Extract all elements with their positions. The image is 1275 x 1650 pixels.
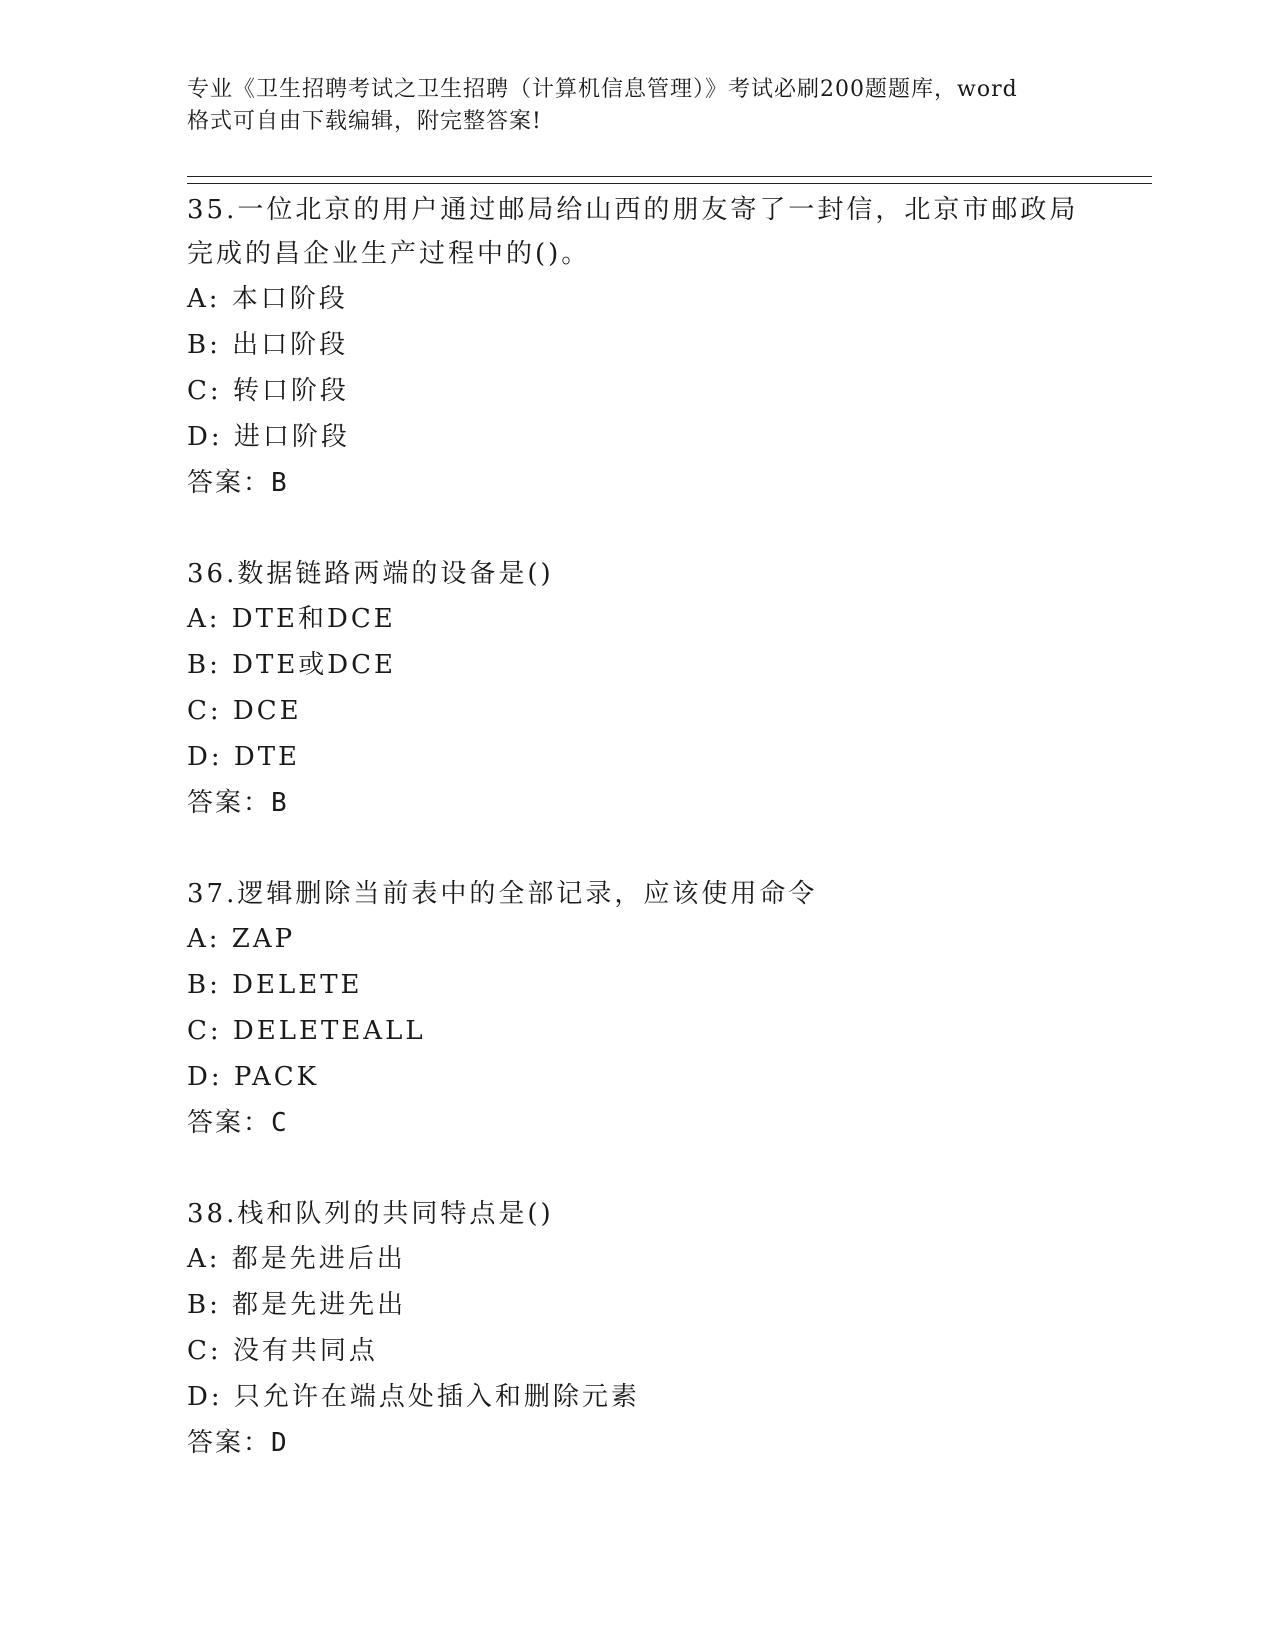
option-c: C: DCE bbox=[187, 696, 302, 726]
answer-label: 答案： bbox=[187, 1428, 272, 1458]
question-35 bbox=[187, 188, 1087, 506]
option-d: D: DTE bbox=[187, 742, 301, 772]
question-stem-continued: 完成的昌企业生产过程中的()。 bbox=[187, 239, 591, 269]
question-stem: 36.数据链路两端的设备是() bbox=[187, 559, 554, 589]
question-stem: 38.栈和队列的共同特点是() bbox=[187, 1199, 554, 1229]
option-b: B: DELETE bbox=[187, 970, 363, 1000]
option-a: A: ZAP bbox=[187, 924, 296, 954]
question-37 bbox=[187, 872, 1087, 1146]
document-header bbox=[187, 74, 1087, 138]
option-d: D: 进口阶段 bbox=[187, 422, 350, 452]
option-d: D: 只允许在端点处插入和删除元素 bbox=[187, 1382, 640, 1412]
answer bbox=[187, 460, 1087, 506]
answer-value: D bbox=[271, 1428, 287, 1458]
header-line-1: 专业《卫生招聘考试之卫生招聘（计算机信息管理）》考试必刷200题题库，word bbox=[187, 77, 1018, 102]
header-line-2: 格式可自由下载编辑，附完整答案! bbox=[187, 109, 542, 134]
answer bbox=[187, 1100, 1087, 1146]
option-b: B: 都是先进先出 bbox=[187, 1290, 407, 1320]
answer bbox=[187, 780, 1087, 826]
option-a: A: DTE和DCE bbox=[187, 604, 396, 634]
header-divider-top bbox=[187, 176, 1152, 177]
answer-label: 答案： bbox=[187, 788, 272, 818]
option-c: C: 没有共同点 bbox=[187, 1336, 378, 1366]
answer-label: 答案： bbox=[187, 1108, 272, 1138]
answer-value: B bbox=[271, 468, 287, 498]
question-stem: 35.一位北京的用户通过邮局给山西的朋友寄了一封信，北京市邮政局 bbox=[187, 195, 1079, 225]
option-d: D: PACK bbox=[187, 1062, 320, 1092]
answer bbox=[187, 1420, 1087, 1466]
answer-label: 答案： bbox=[187, 468, 272, 498]
question-36 bbox=[187, 552, 1087, 826]
option-c: C: 转口阶段 bbox=[187, 376, 349, 406]
option-b: B: DTE或DCE bbox=[187, 650, 397, 680]
header-divider-bottom bbox=[187, 183, 1152, 184]
question-38 bbox=[187, 1192, 1087, 1466]
option-c: C: DELETEALL bbox=[187, 1016, 426, 1046]
answer-value: B bbox=[271, 788, 287, 818]
question-stem: 37.逻辑删除当前表中的全部记录，应该使用命令 bbox=[187, 879, 818, 909]
answer-value: C bbox=[271, 1108, 287, 1138]
option-a: A: 都是先进后出 bbox=[187, 1244, 406, 1274]
option-a: A: 本口阶段 bbox=[187, 284, 348, 314]
option-b: B: 出口阶段 bbox=[187, 330, 349, 360]
